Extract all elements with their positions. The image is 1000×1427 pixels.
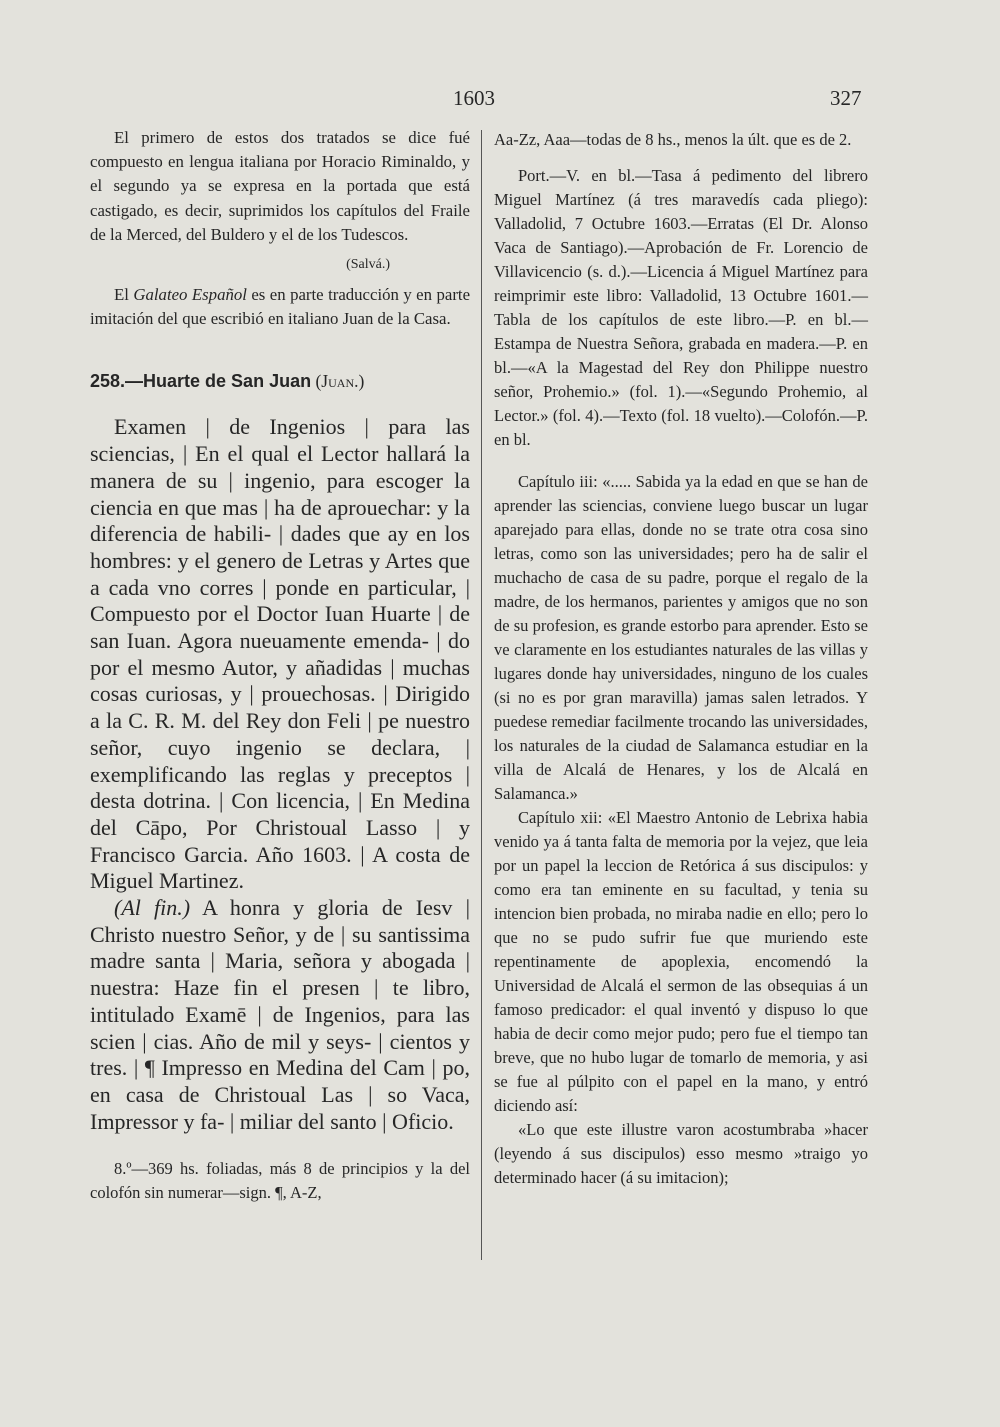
left-paragraph-2 <box>90 283 470 331</box>
running-head <box>0 86 1000 116</box>
right-paragraph-4: Capítulo xii: «El Maestro Antonio de Lebrixa habia venido ya á tanta falta de memoria por la vejez, que leia por un papel la leccion de Retórica á sus discipulos: y como era tan eminente en su facultad, y tenia su intencion bien probada, no miraba nadie en ello; pero lo que no se pudo sufrir fue que muriendo este repentinamente de apoplexia, encomendó la Universidad de Alcalá el sermon de las obsequias á un famoso predicador: el qual inventó y dispuso lo que habia de decir como mejor pudo; pero fue el tiempo tan breve, que no hubo lugar de tomarlo de memoria, y asi se fue al púlpito con el papel en la mano, y entró diciendo así: <box>494 808 868 1115</box>
right-paragraph-5: «Lo que este illustre varon acostumbraba »hacer (leyendo á sus discipulos) esso mesmo »traigo yo determinado hacer (á su imitacion); <box>494 1120 868 1187</box>
source-citation: (Salvá.) <box>346 257 390 273</box>
colophon-body: A honra y gloria de Iesv | Christo nuestro Señor, y de | su santissima madre santa | Maria, señora y abogada | nuestra: Haze fin el presen | te libro, intitulado Examē | de Ingenios, para las scien | cias. Año de mil y seys- | cientos y tres. | ¶ Impresso en Medina del Cam | po, en casa de Christoual Las | so Vaca, Impressor y fa- | miliar del santo | Oficio. <box>90 895 470 1134</box>
right-paragraph-3: Capítulo iii: «..... Sabida ya la edad en que se han de aprender las sciencias, conviene luego buscar un lugar aparejado para ellas, donde no se trate otra cosa sino letras, como son las universidades; pero ha de salir el muchacho de casa de su padre, porque el regalo de la madre, de los hermanos, parientes y amigos que no son de su profesion, es grande estorbo para aprender. Esto se ve claramente en los estudiantes naturales de las villas y lugares donde hay universidades, ninguno de los cuales (si no es por gran maravilla) jamas salen letrados. Y puedese remediar facilmente trocando las universidades, los naturales de la ciudad de Salamanca estudiar en la villa de Alcalá de Henares, y los de Alcalá en Salamanca.» <box>494 472 868 803</box>
title-transcription <box>90 414 470 1135</box>
column-divider <box>481 130 482 1260</box>
entry-author: (Juan.) <box>311 371 365 392</box>
collation: 8.º—369 hs. foliadas, más 8 de principios y la del colofón sin numerar—sign. ¶, A-Z, <box>90 1159 470 1203</box>
colophon-text <box>90 895 470 1135</box>
entry-heading <box>90 371 470 392</box>
page-number: 327 <box>830 86 862 110</box>
right-column <box>494 128 868 1190</box>
right-paragraph-2: Port.—V. en bl.—Tasa á pedimento del librero Miguel Martínez (á tres maravedís cada pliego): Valladolid, 7 Octubre 1603.—Erratas (El Dr. Alonso Vaca de Santiago).—Aprobación de Fr. Lorencio de Villavicencio (s. d.).—Licencia á Miguel Martínez para reimprimir este libro: Valladolid, 13 Octubre 1601.—Tabla de los capítulos de este libro.—P. en bl.—Estampa de Nuestra Señora, grabada en madera.—P. en bl.—«A la Magestad del Rey don Philippe nuestro señor, Prohemio.» (fol. 1).—«Segundo Prohemio, al Lector.» (fol. 4).—Texto (fol. 18 vuelto).—Colofón.—P. en bl. <box>494 166 868 449</box>
left-column <box>90 126 470 1205</box>
paragraph-2-rest: es en parte traducción y en parte imitación del que escribió en italiano Juan de la Casa. <box>90 285 471 329</box>
left-paragraph-1: El primero de estos dos tratados se dice fué compuesto en lengua italiana por Horacio Riminaldo, y el segundo ya se expresa en la portada que está castigado, es decir, suprimidos los capítulos del Fraile de la Merced, del Buldero y el de los Tudescos. <box>90 128 470 244</box>
title-text: Examen | de Ingenios | para las sciencias, | En el qual el Lector hallará la manera de su | ingenio, para escoger la ciencia en que mas | ha de aprouechar: y la diferencia de habili- | dades que ay en los hombres: y el genero de Letras y Artes que a cada vno corres | ponde en particular, | Compuesto por el Doctor Iuan Huarte | de san Iuan. Agora nueuamente emenda- | do por el mesmo Autor, y añadidas | muchas cosas curiosas, y | prouechosas. | Dirigido a la C. R. M. del Rey don Feli | pe nuestro señor, cuyo ingenio se declara, | exemplificando las reglas y preceptos | desta dotrina. | Con licencia, | En Medina del Cāpo, Por Christoual Lasso | y Francisco Garcia. Año 1603. | A costa de Miguel Martinez. <box>90 414 470 894</box>
colophon-label: (Al fin.) <box>114 895 191 921</box>
running-head-year: 1603 <box>453 86 495 110</box>
right-paragraph-1: Aa-Zz, Aaa—todas de 8 hs., menos la últ. que es de 2. <box>494 130 852 149</box>
paragraph-2-prefix: El <box>114 285 134 305</box>
galateo-title: Galateo Español <box>133 285 247 305</box>
entry-number: 258.—Huarte de San Juan <box>90 371 312 392</box>
